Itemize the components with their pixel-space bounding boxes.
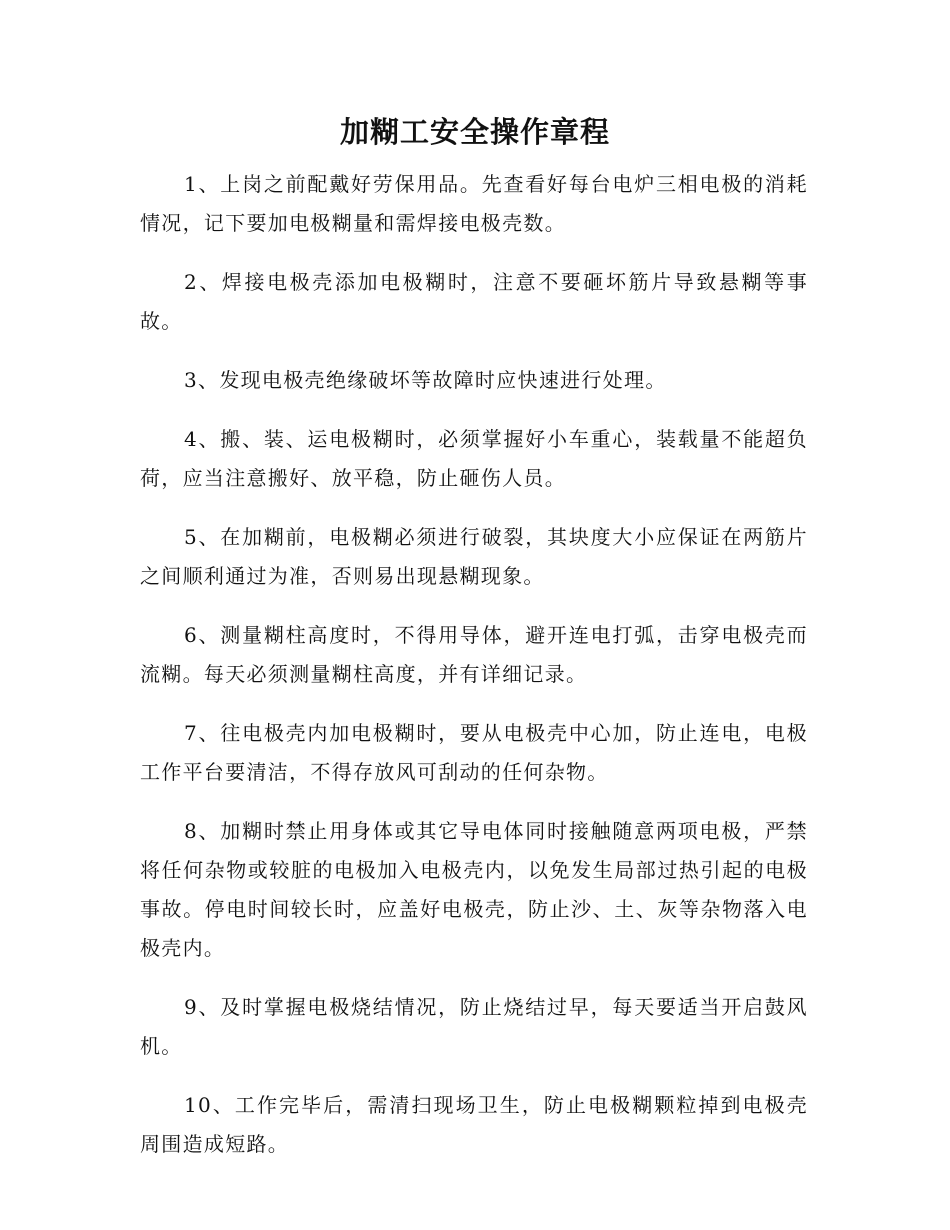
paragraph-4: 4、搬、装、运电极糊时，必须掌握好小车重心，装载量不能超负荷，应当注意搬好、放平稳，防止砸伤人员。 [140, 427, 808, 490]
paragraph-8: 8、加糊时禁止用身体或其它导电体同时接触随意两项电极，严禁将任何杂物或较脏的电极加入电极壳内，以免发生局部过热引起的电极事故。停电时间较长时，应盖好电极壳，防止沙、土、灰等杂物落入电极壳内。 [140, 819, 808, 960]
paragraph-6: 6、测量糊柱高度时，不得用导体，避开连电打弧，击穿电极壳而流糊。每天必须测量糊柱高度，并有详细记录。 [140, 623, 808, 686]
paragraph-1: 1、上岗之前配戴好劳保用品。先查看好每台电炉三相电极的消耗情况，记下要加电极糊量和需焊接电极壳数。 [140, 172, 808, 235]
paragraph-7: 7、往电极壳内加电极糊时，要从电极壳中心加，防止连电，电极工作平台要清洁，不得存放风可刮动的任何杂物。 [140, 721, 808, 784]
paragraph-3: 3、发现电极壳绝缘破坏等故障时应快速进行处理。 [184, 368, 667, 392]
paragraph-2: 2、焊接电极壳添加电极糊时，注意不要砸坏筋片导致悬糊等事故。 [140, 270, 808, 333]
paragraph-9: 9、及时掌握电极烧结情况，防止烧结过早，每天要适当开启鼓风机。 [140, 995, 808, 1058]
paragraph-5: 5、在加糊前，电极糊必须进行破裂，其块度大小应保证在两筋片之间顺利通过为准，否则易出现悬糊现象。 [140, 525, 808, 588]
document-body [140, 165, 808, 1184]
paragraph-10: 10、工作完毕后，需清扫现场卫生，防止电极糊颗粒掉到电极壳周围造成短路。 [140, 1093, 808, 1156]
document-title: 加糊工安全操作章程 [339, 115, 610, 149]
